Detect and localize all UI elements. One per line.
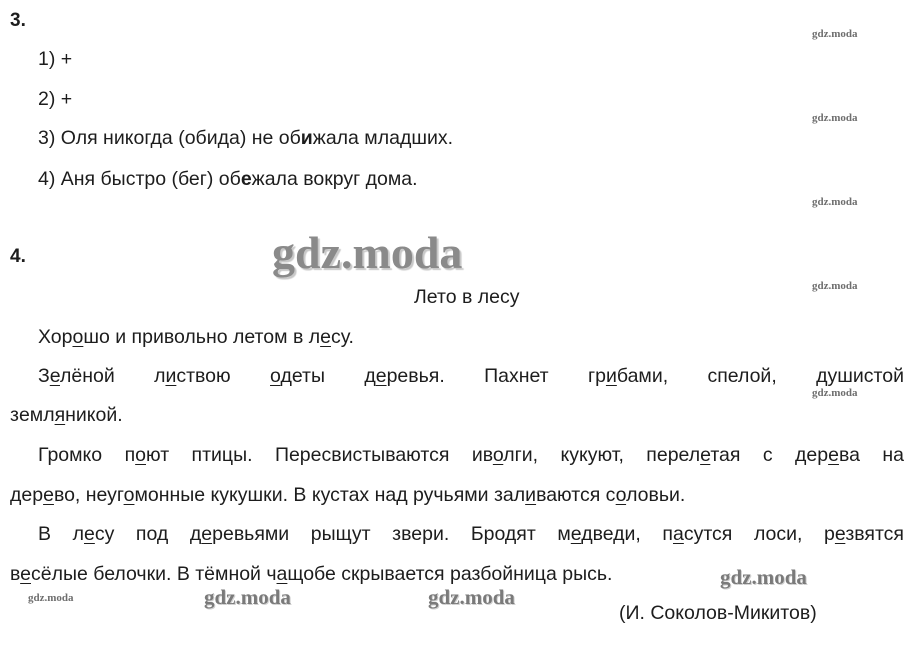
task3-item-1: 1) +	[38, 48, 73, 70]
watermark-small: gdz.moda	[812, 112, 858, 124]
text-author: (И. Соколов-Микитов)	[619, 602, 817, 624]
text-line-1: Хорошо и привольно летом в лесу.	[38, 326, 354, 348]
watermark-large: gdz.moda	[272, 227, 463, 278]
watermark-small: gdz.moda	[812, 28, 858, 40]
text-line-2: Зелёной листвою одеты деревья. Пахнет грибами, спелой, душистой	[38, 365, 904, 387]
task-number-4: 4.	[10, 246, 26, 267]
watermark-small: gdz.moda	[812, 387, 858, 399]
watermark-medium: gdz.moda	[204, 585, 291, 609]
watermark-medium: gdz.moda	[428, 585, 515, 609]
task3-item-4: 4) Аня быстро (бег) обежала вокруг дома.	[38, 168, 418, 190]
text-line-6: В лесу под деревьями рыщут звери. Бродят медведи, пасутся лоси, резвятся	[38, 523, 904, 545]
text-line-3: зeмляникой.	[10, 404, 123, 426]
watermark-medium: gdz.moda	[720, 565, 807, 589]
text-line-7: весёлые белочки. В тёмной чащобе скрывается разбойница рысь.	[10, 563, 613, 585]
watermark-small: gdz.moda	[812, 280, 858, 292]
text-title: Лето в лесу	[414, 286, 520, 308]
watermark-small: gdz.moda	[28, 592, 74, 604]
text-line-5: дерево, неугомонные кукушки. В кустах над ручьями заливаются соловьи.	[10, 484, 686, 506]
text-line-4: Громко поют птицы. Пересвистываются иволги, кукуют, перелетая с дерева на	[38, 444, 904, 466]
task-number-3: 3.	[10, 10, 26, 31]
task3-item-2: 2) +	[38, 88, 73, 110]
watermark-small: gdz.moda	[812, 196, 858, 208]
task3-item-3: 3) Оля никогда (обида) не обижала младших.	[38, 127, 454, 149]
